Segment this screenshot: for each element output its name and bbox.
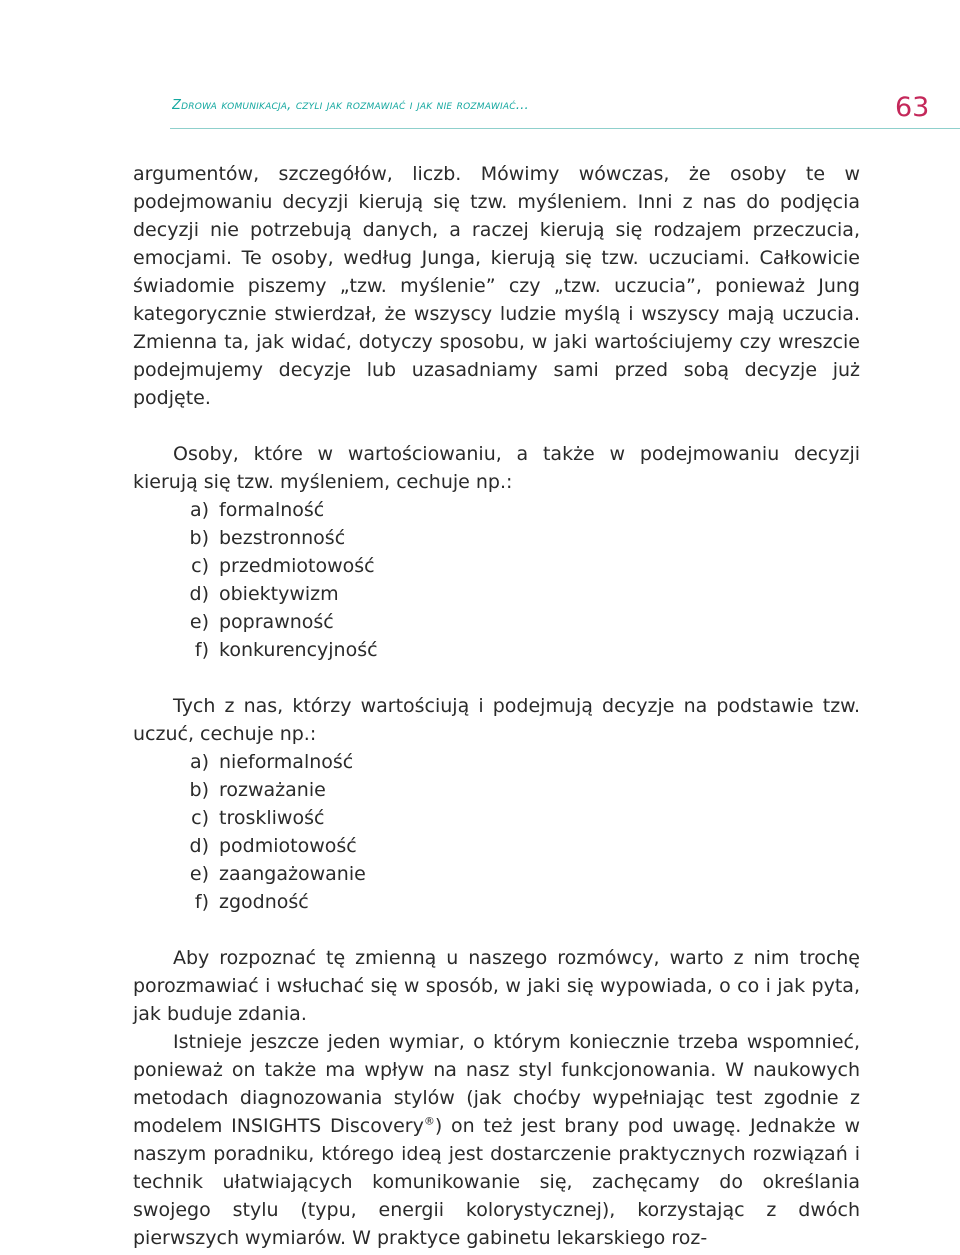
list-item <box>133 636 860 664</box>
body-text <box>133 160 860 1252</box>
list-item-text: podmiotowość <box>219 835 357 857</box>
list-item <box>133 804 860 832</box>
page-number: 63 <box>895 92 930 123</box>
list-marker: e) <box>189 863 209 885</box>
page-header <box>0 0 960 140</box>
feeling-traits-list <box>133 748 860 916</box>
list-item-text: obiektywizm <box>219 583 339 605</box>
paragraph-4: Aby rozpoznać tę zmienną u naszego rozmówcy, warto z nim trochę porozmawiać i wsłuchać się w sposób, w jaki się wypowiada, o co i jak pyta, jak buduje zdania. <box>133 947 860 1025</box>
list-item-text: troskliwość <box>219 807 325 829</box>
paragraph-1: argumentów, szczegółów, liczb. Mówimy wówczas, że osoby te w podejmowaniu decyzji kierują się tzw. myśleniem. Inni z nas do podjęcia decyzji nie potrzebują danych, a raczej kierują się rodzajem przeczucia, emocjami. Te osoby, według Junga, kierują się tzw. uczuciami. Całkowicie świadomie piszemy „tzw. myślenie” czy „tzw. uczucia”, ponieważ Jung kategorycznie stwierdzał, że wszyscy ludzie myślą i wszyscy mają uczucia. Zmienna ta, jak widać, dotyczy sposobu, w jaki wartościujemy czy wreszcie podejmujemy decyzje lub uzasadniamy sami przed sobą decyzje już podjęte. <box>133 163 860 409</box>
registered-mark: ® <box>423 1114 435 1128</box>
list-item <box>133 832 860 860</box>
list-marker: a) <box>189 499 209 521</box>
list-item <box>133 580 860 608</box>
list-item <box>133 776 860 804</box>
list-item-text: konkurencyjność <box>219 639 378 661</box>
list-item-text: zaangażowanie <box>219 863 366 885</box>
list-item <box>133 524 860 552</box>
list-marker: e) <box>189 611 209 633</box>
list-item <box>133 748 860 776</box>
list-marker: f) <box>194 639 209 661</box>
list-marker: d) <box>189 835 209 857</box>
list-marker: d) <box>189 583 209 605</box>
list-item-text: formalność <box>219 499 325 521</box>
running-title: Zdrowa komunikacja, czyli jak rozmawiać i jak nie rozmawiać… <box>172 98 529 113</box>
list-item-text: rozważanie <box>219 779 326 801</box>
list-marker: b) <box>189 527 209 549</box>
list-marker: c) <box>191 555 209 577</box>
list-marker: c) <box>191 807 209 829</box>
list-marker: f) <box>194 891 209 913</box>
header-divider <box>170 128 960 129</box>
list-marker: b) <box>189 779 209 801</box>
paragraph-3: Tych z nas, którzy wartościują i podejmują decyzje na podstawie tzw. uczuć, cechuje np.: <box>133 695 860 745</box>
list-item-text: bezstronność <box>219 527 346 549</box>
paragraph-5-part-b: ) on też jest brany pod uwagę. Jednakże w naszym poradniku, którego ideą jest dostarczenie praktycznych rozwiązań i technik ułatwiających komunikowanie się, zachęcamy do określania swojego stylu (typu, energii kolorystycznej), korzystając z dwóch pierwszych wymiarów. W praktyce gabinetu lekarskiego roz- <box>133 1115 860 1249</box>
list-marker: a) <box>189 751 209 773</box>
list-item <box>133 496 860 524</box>
list-item-text: zgodność <box>219 891 309 913</box>
list-item-text: nieformalność <box>219 751 354 773</box>
paragraph-2: Osoby, które w wartościowaniu, a także w podejmowaniu decyzji kierują się tzw. myśleniem, cechuje np.: <box>133 443 860 493</box>
list-item-text: poprawność <box>219 611 334 633</box>
thinking-traits-list <box>133 496 860 664</box>
list-item <box>133 552 860 580</box>
list-item <box>133 888 860 916</box>
paragraph-5-part-a: Istnieje jeszcze jeden wymiar, o którym koniecznie trzeba wspomnieć, ponieważ on także ma wpływ na nasz styl funkcjonowania. W naukowych metodach diagnozowania stylów (jak choćby wypełniając test zgodnie z modelem INSIGHTS Discovery <box>133 1031 860 1137</box>
paragraph-5 <box>133 1028 860 1252</box>
list-item-text: przedmiotowość <box>219 555 375 577</box>
list-item <box>133 860 860 888</box>
list-item <box>133 608 860 636</box>
